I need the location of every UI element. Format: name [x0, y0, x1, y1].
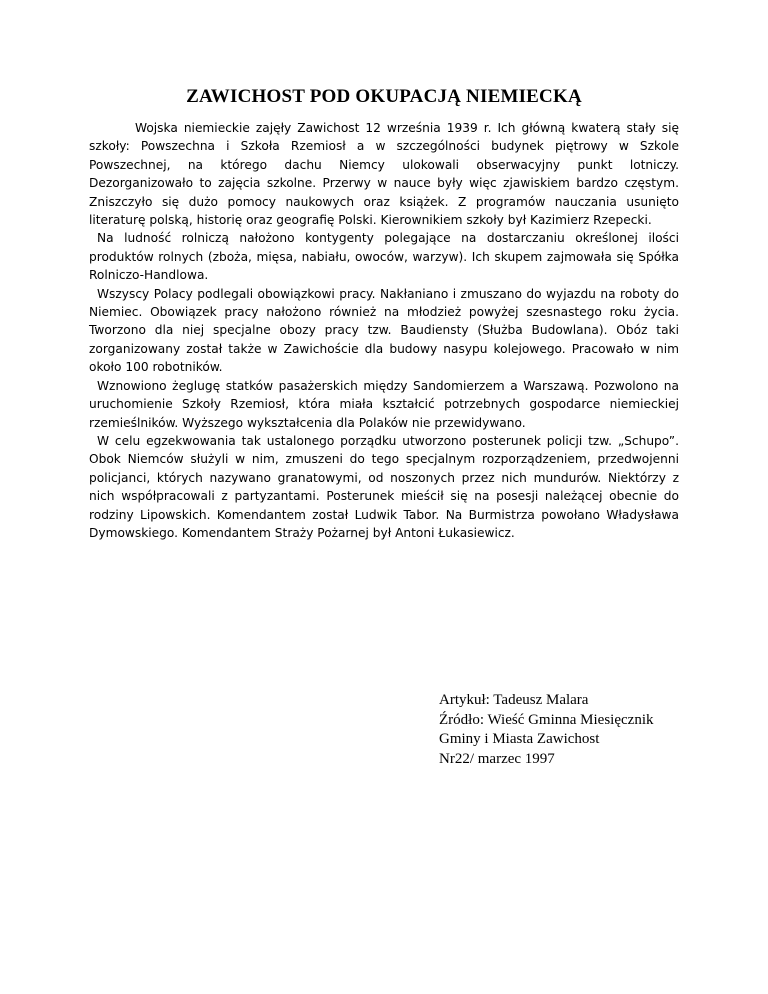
- paragraph-5: W celu egzekwowania tak ustalonego porządku utworzono posterunek policji tzw. „Schupo”. Obok Niemców służyli w nim, zmuszeni do tego specjalnym rozporządzeniem, przedwojenni policjanci, których nazywano granatowymi, od noszonych przez nich mundurów. Niektórzy z nich współpracowali z partyzantami. Posterunek mieścił się na posesji należącej obecnie do rodziny Lipowskich. Komendantem został Ludwik Tabor. Na Burmistrza powołano Władysława Dymowskiego. Komendantem Straży Pożarnej był Antoni Łukasiewicz.: [89, 433, 679, 540]
- article-credits: [439, 691, 653, 769]
- paragraph-1: Wojska niemieckie zajęły Zawichost 12 września 1939 r. Ich główną kwaterą stały się szkoły: Powszechna i Szkoła Rzemiosł a w szczególności budynek piętrowy w Szkole Powszechnej, na którego dachu Niemcy ulokowali obserwacyjny punkt lotniczy. Dezorganizowało to zajęcia szkolne. Przerwy w nauce były więc zjawiskiem bardzo częstym. Zniszczyło się dużo pomocy naukowych oraz książek. Z programów nauczania usunięto literaturę polską, historię oraz geografię Polski. Kierownikiem szkoły był Kazimierz Rzepecki.: [89, 121, 679, 228]
- paragraph-4: Wznowiono żeglugę statków pasażerskich między Sandomierzem a Warszawą. Pozwolono na uruchomienie Szkoły Rzemiosł, która miała kształcić potrzebnych gospodarce niemieckiej rzemieślników. Wyższego wykształcenia dla Polaków nie przewidywano.: [89, 378, 679, 430]
- page-title: ZAWICHOST POD OKUPACJĄ NIEMIECKĄ: [186, 86, 582, 107]
- credit-issue: Nr22/ marzec 1997: [439, 750, 555, 767]
- paragraph-2: Na ludność rolniczą nałożono kontygenty polegające na dostarczaniu określonej ilości produktów rolnych (zboża, mięsa, nabiału, owoców, warzyw). Ich skupem zajmowała się Spółka Rolniczo-Handlowa.: [89, 231, 679, 283]
- credit-author: Artykuł: Tadeusz Malara: [439, 692, 589, 708]
- credit-publisher: Gminy i Miasta Zawichost: [439, 731, 600, 747]
- article-body: [89, 119, 679, 542]
- credit-source: Źródło: Wieść Gminna Miesięcznik: [439, 711, 654, 728]
- paragraph-3: Wszyscy Polacy podlegali obowiązkowi pracy. Nakłaniano i zmuszano do wyjazdu na roboty do Niemiec. Obowiązek pracy nałożono również na młodzież powyżej szesnastego roku życia. Tworzono dla niej specjalne obozy pracy tzw. Baudiensty (Służba Budowlana). Obóz taki zorganizowany został także w Zawichoście dla budowy nasypu kolejowego. Pracowało w nim około 100 robotników.: [89, 286, 679, 375]
